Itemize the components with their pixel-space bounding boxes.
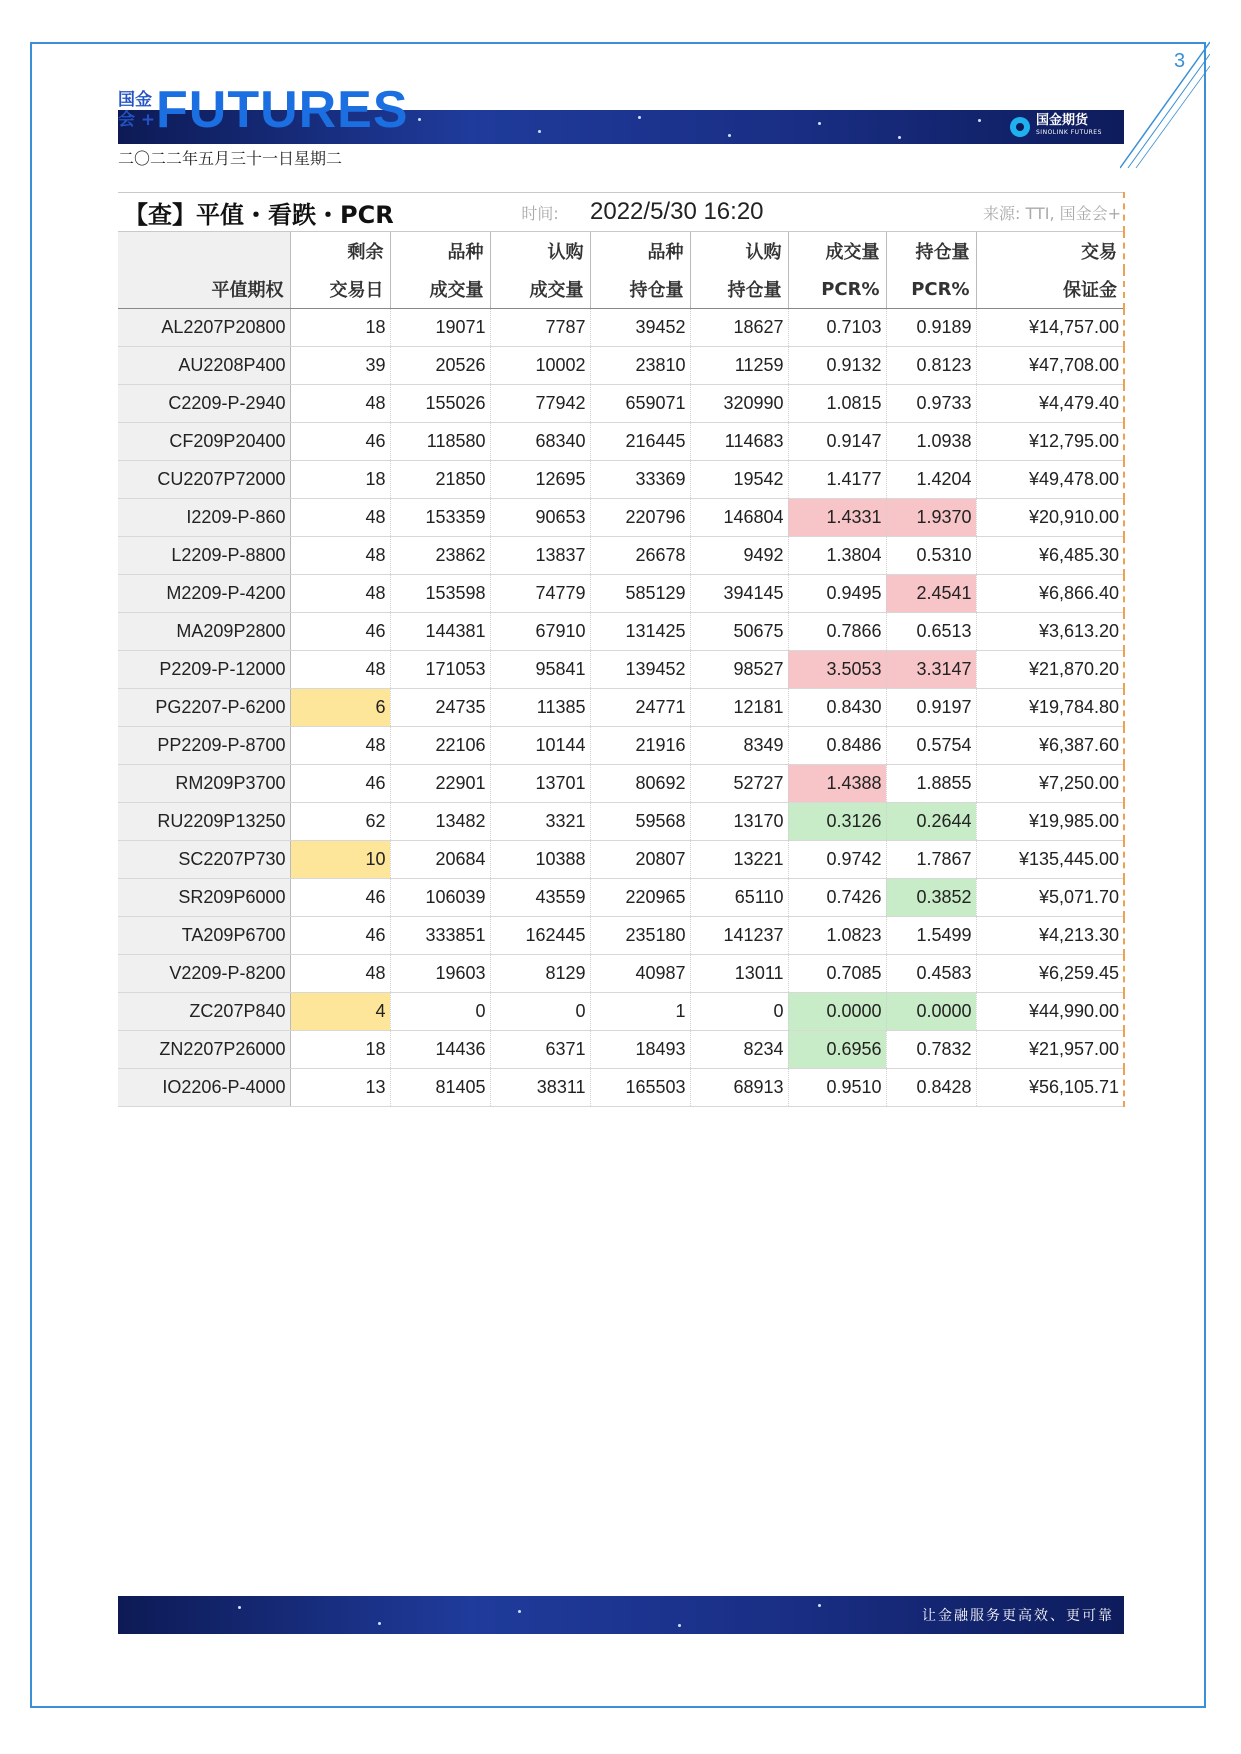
- oi-pcr-cell: 1.0938: [886, 423, 976, 461]
- call-volume-cell: 90653: [490, 499, 590, 537]
- column-header: 成交量: [490, 270, 590, 309]
- margin-cell: ¥7,250.00: [976, 765, 1124, 803]
- column-header: 认购: [490, 232, 590, 271]
- column-header: 品种: [390, 232, 490, 271]
- put-volume-cell: 333851: [390, 917, 490, 955]
- table-row: [118, 879, 1124, 917]
- column-header: PCR%: [886, 270, 976, 309]
- option-name-cell: SC2207P730: [118, 841, 290, 879]
- option-name-cell: ZN2207P26000: [118, 1031, 290, 1069]
- remaining-days-cell: 18: [290, 309, 390, 347]
- remaining-days-cell: 39: [290, 347, 390, 385]
- table-row: [118, 499, 1124, 537]
- option-name-cell: ZC207P840: [118, 993, 290, 1031]
- volume-pcr-cell: 1.4388: [788, 765, 886, 803]
- table-row: [118, 689, 1124, 727]
- source-label: 来源: TTI, 国金会+: [886, 193, 1124, 232]
- remaining-days-cell: 10: [290, 841, 390, 879]
- margin-cell: ¥6,485.30: [976, 537, 1124, 575]
- put-volume-cell: 19071: [390, 309, 490, 347]
- option-name-cell: PG2207-P-6200: [118, 689, 290, 727]
- margin-cell: ¥47,708.00: [976, 347, 1124, 385]
- call-volume-cell: 0: [490, 993, 590, 1031]
- remaining-days-cell: 48: [290, 537, 390, 575]
- margin-cell: ¥6,259.45: [976, 955, 1124, 993]
- table-row: [118, 955, 1124, 993]
- call-volume-cell: 77942: [490, 385, 590, 423]
- volume-pcr-cell: 0.7103: [788, 309, 886, 347]
- oi-pcr-cell: 0.3852: [886, 879, 976, 917]
- remaining-days-cell: 62: [290, 803, 390, 841]
- column-header: 认购: [690, 232, 788, 271]
- time-label: 时间:: [490, 193, 590, 232]
- call-volume-cell: 12695: [490, 461, 590, 499]
- option-name-cell: AL2207P20800: [118, 309, 290, 347]
- volume-pcr-cell: 0.9742: [788, 841, 886, 879]
- put-oi-cell: 40987: [590, 955, 690, 993]
- column-header: [118, 232, 290, 271]
- put-volume-cell: 21850: [390, 461, 490, 499]
- pcr-table-container: [118, 192, 1124, 1107]
- margin-cell: ¥14,757.00: [976, 309, 1124, 347]
- column-header: 保证金: [976, 270, 1124, 309]
- option-name-cell: TA209P6700: [118, 917, 290, 955]
- put-oi-cell: 139452: [590, 651, 690, 689]
- put-oi-cell: 26678: [590, 537, 690, 575]
- table-row: [118, 651, 1124, 689]
- margin-cell: ¥6,866.40: [976, 575, 1124, 613]
- oi-pcr-cell: 0.9733: [886, 385, 976, 423]
- volume-pcr-cell: 0.9132: [788, 347, 886, 385]
- call-volume-cell: 13701: [490, 765, 590, 803]
- oi-pcr-cell: 0.8428: [886, 1069, 976, 1107]
- margin-cell: ¥21,957.00: [976, 1031, 1124, 1069]
- call-oi-cell: 9492: [690, 537, 788, 575]
- option-name-cell: V2209-P-8200: [118, 955, 290, 993]
- oi-pcr-cell: 1.8855: [886, 765, 976, 803]
- oi-pcr-cell: 0.0000: [886, 993, 976, 1031]
- put-volume-cell: 20526: [390, 347, 490, 385]
- oi-pcr-cell: 0.7832: [886, 1031, 976, 1069]
- put-volume-cell: 22106: [390, 727, 490, 765]
- option-name-cell: CU2207P72000: [118, 461, 290, 499]
- margin-cell: ¥19,784.80: [976, 689, 1124, 727]
- volume-pcr-cell: 0.0000: [788, 993, 886, 1031]
- call-volume-cell: 10002: [490, 347, 590, 385]
- table-row: [118, 537, 1124, 575]
- margin-cell: ¥49,478.00: [976, 461, 1124, 499]
- table-row: [118, 423, 1124, 461]
- remaining-days-cell: 46: [290, 879, 390, 917]
- put-volume-cell: 118580: [390, 423, 490, 461]
- volume-pcr-cell: 0.7426: [788, 879, 886, 917]
- call-volume-cell: 43559: [490, 879, 590, 917]
- put-oi-cell: 585129: [590, 575, 690, 613]
- margin-cell: ¥44,990.00: [976, 993, 1124, 1031]
- option-name-cell: P2209-P-12000: [118, 651, 290, 689]
- call-oi-cell: 18627: [690, 309, 788, 347]
- column-header: PCR%: [788, 270, 886, 309]
- pcr-table: [118, 192, 1125, 1107]
- put-oi-cell: 20807: [590, 841, 690, 879]
- call-oi-cell: 0: [690, 993, 788, 1031]
- table-row: [118, 385, 1124, 423]
- call-volume-cell: 10144: [490, 727, 590, 765]
- margin-cell: ¥20,910.00: [976, 499, 1124, 537]
- oi-pcr-cell: 0.9197: [886, 689, 976, 727]
- table-row: [118, 1069, 1124, 1107]
- option-name-cell: M2209-P-4200: [118, 575, 290, 613]
- table-row: [118, 575, 1124, 613]
- put-volume-cell: 153359: [390, 499, 490, 537]
- volume-pcr-cell: 0.7085: [788, 955, 886, 993]
- margin-cell: ¥12,795.00: [976, 423, 1124, 461]
- call-oi-cell: 12181: [690, 689, 788, 727]
- call-volume-cell: 11385: [490, 689, 590, 727]
- header-row-bottom: [118, 270, 1124, 309]
- call-volume-cell: 10388: [490, 841, 590, 879]
- call-oi-cell: 394145: [690, 575, 788, 613]
- call-oi-cell: 98527: [690, 651, 788, 689]
- margin-cell: ¥6,387.60: [976, 727, 1124, 765]
- put-volume-cell: 14436: [390, 1031, 490, 1069]
- call-oi-cell: 52727: [690, 765, 788, 803]
- margin-cell: ¥135,445.00: [976, 841, 1124, 879]
- report-date: 二〇二二年五月三十一日星期二: [118, 149, 343, 168]
- put-oi-cell: 220965: [590, 879, 690, 917]
- put-oi-cell: 220796: [590, 499, 690, 537]
- volume-pcr-cell: 1.0815: [788, 385, 886, 423]
- put-oi-cell: 24771: [590, 689, 690, 727]
- table-row: [118, 993, 1124, 1031]
- option-name-cell: SR209P6000: [118, 879, 290, 917]
- put-oi-cell: 216445: [590, 423, 690, 461]
- page-number: 3: [1174, 50, 1186, 72]
- table-row: [118, 613, 1124, 651]
- remaining-days-cell: 13: [290, 1069, 390, 1107]
- oi-pcr-cell: 0.9189: [886, 309, 976, 347]
- call-volume-cell: 67910: [490, 613, 590, 651]
- remaining-days-cell: 46: [290, 917, 390, 955]
- remaining-days-cell: 6: [290, 689, 390, 727]
- put-oi-cell: 33369: [590, 461, 690, 499]
- put-volume-cell: 24735: [390, 689, 490, 727]
- table-row: [118, 803, 1124, 841]
- footer-banner: [118, 1596, 1124, 1634]
- put-volume-cell: 106039: [390, 879, 490, 917]
- remaining-days-cell: 46: [290, 423, 390, 461]
- margin-cell: ¥19,985.00: [976, 803, 1124, 841]
- put-oi-cell: 23810: [590, 347, 690, 385]
- option-name-cell: PP2209-P-8700: [118, 727, 290, 765]
- put-oi-cell: 235180: [590, 917, 690, 955]
- put-oi-cell: 80692: [590, 765, 690, 803]
- oi-pcr-cell: 0.8123: [886, 347, 976, 385]
- column-header: 交易: [976, 232, 1124, 271]
- volume-pcr-cell: 0.8486: [788, 727, 886, 765]
- brand-name-en: SINOLINK FUTURES: [1036, 129, 1102, 136]
- oi-pcr-cell: 1.9370: [886, 499, 976, 537]
- call-oi-cell: 65110: [690, 879, 788, 917]
- option-name-cell: RM209P3700: [118, 765, 290, 803]
- table-row: [118, 1031, 1124, 1069]
- margin-cell: ¥3,613.20: [976, 613, 1124, 651]
- put-oi-cell: 18493: [590, 1031, 690, 1069]
- put-volume-cell: 81405: [390, 1069, 490, 1107]
- volume-pcr-cell: 0.9510: [788, 1069, 886, 1107]
- put-volume-cell: 171053: [390, 651, 490, 689]
- put-volume-cell: 19603: [390, 955, 490, 993]
- remaining-days-cell: 48: [290, 385, 390, 423]
- call-volume-cell: 38311: [490, 1069, 590, 1107]
- volume-pcr-cell: 0.3126: [788, 803, 886, 841]
- option-name-cell: CF209P20400: [118, 423, 290, 461]
- volume-pcr-cell: 1.4177: [788, 461, 886, 499]
- call-volume-cell: 8129: [490, 955, 590, 993]
- oi-pcr-cell: 3.3147: [886, 651, 976, 689]
- volume-pcr-cell: 0.9495: [788, 575, 886, 613]
- call-oi-cell: 50675: [690, 613, 788, 651]
- column-header: 成交量: [788, 232, 886, 271]
- oi-pcr-cell: 2.4541: [886, 575, 976, 613]
- volume-pcr-cell: 1.3804: [788, 537, 886, 575]
- remaining-days-cell: 48: [290, 651, 390, 689]
- remaining-days-cell: 48: [290, 727, 390, 765]
- margin-cell: ¥4,213.30: [976, 917, 1124, 955]
- call-oi-cell: 320990: [690, 385, 788, 423]
- put-volume-cell: 155026: [390, 385, 490, 423]
- call-oi-cell: 141237: [690, 917, 788, 955]
- call-oi-cell: 13170: [690, 803, 788, 841]
- column-header: 持仓量: [690, 270, 788, 309]
- put-oi-cell: 1: [590, 993, 690, 1031]
- table-row: [118, 765, 1124, 803]
- brand-name-cn: 国金期货: [1036, 113, 1089, 128]
- oi-pcr-cell: 0.4583: [886, 955, 976, 993]
- put-oi-cell: 131425: [590, 613, 690, 651]
- margin-cell: ¥5,071.70: [976, 879, 1124, 917]
- call-volume-cell: 162445: [490, 917, 590, 955]
- volume-pcr-cell: 0.7866: [788, 613, 886, 651]
- oi-pcr-cell: 1.4204: [886, 461, 976, 499]
- call-volume-cell: 3321: [490, 803, 590, 841]
- table-title: 【查】平值・看跌・PCR: [118, 193, 490, 232]
- put-oi-cell: 165503: [590, 1069, 690, 1107]
- remaining-days-cell: 4: [290, 993, 390, 1031]
- put-volume-cell: 22901: [390, 765, 490, 803]
- corner-decoration: [1120, 40, 1210, 170]
- column-header: 品种: [590, 232, 690, 271]
- call-oi-cell: 13221: [690, 841, 788, 879]
- call-oi-cell: 68913: [690, 1069, 788, 1107]
- option-name-cell: I2209-P-860: [118, 499, 290, 537]
- header-row-top: [118, 232, 1124, 271]
- column-header: 交易日: [290, 270, 390, 309]
- column-header: 成交量: [390, 270, 490, 309]
- call-oi-cell: 13011: [690, 955, 788, 993]
- margin-cell: ¥21,870.20: [976, 651, 1124, 689]
- option-name-cell: AU2208P400: [118, 347, 290, 385]
- table-row: [118, 347, 1124, 385]
- volume-pcr-cell: 1.0823: [788, 917, 886, 955]
- call-oi-cell: 19542: [690, 461, 788, 499]
- brand-badge: [1010, 113, 1102, 141]
- call-oi-cell: 11259: [690, 347, 788, 385]
- column-header: 剩余: [290, 232, 390, 271]
- oi-pcr-cell: 0.2644: [886, 803, 976, 841]
- remaining-days-cell: 46: [290, 765, 390, 803]
- put-volume-cell: 20684: [390, 841, 490, 879]
- put-oi-cell: 59568: [590, 803, 690, 841]
- oi-pcr-cell: 0.5310: [886, 537, 976, 575]
- margin-cell: ¥4,479.40: [976, 385, 1124, 423]
- footer-slogan: 让金融服务更高效、更可靠: [922, 1608, 1114, 1624]
- option-name-cell: C2209-P-2940: [118, 385, 290, 423]
- call-volume-cell: 95841: [490, 651, 590, 689]
- volume-pcr-cell: 0.9147: [788, 423, 886, 461]
- table-row: [118, 917, 1124, 955]
- call-volume-cell: 68340: [490, 423, 590, 461]
- table-row: [118, 841, 1124, 879]
- put-oi-cell: 21916: [590, 727, 690, 765]
- put-volume-cell: 144381: [390, 613, 490, 651]
- option-name-cell: RU2209P13250: [118, 803, 290, 841]
- put-oi-cell: 39452: [590, 309, 690, 347]
- call-oi-cell: 146804: [690, 499, 788, 537]
- put-volume-cell: 23862: [390, 537, 490, 575]
- remaining-days-cell: 18: [290, 1031, 390, 1069]
- column-header: 平值期权: [118, 270, 290, 309]
- call-volume-cell: 13837: [490, 537, 590, 575]
- put-oi-cell: 659071: [590, 385, 690, 423]
- table-row: [118, 727, 1124, 765]
- option-name-cell: L2209-P-8800: [118, 537, 290, 575]
- call-volume-cell: 7787: [490, 309, 590, 347]
- put-volume-cell: 153598: [390, 575, 490, 613]
- remaining-days-cell: 18: [290, 461, 390, 499]
- call-volume-cell: 6371: [490, 1031, 590, 1069]
- column-header: 持仓量: [886, 232, 976, 271]
- margin-cell: ¥56,105.71: [976, 1069, 1124, 1107]
- oi-pcr-cell: 0.6513: [886, 613, 976, 651]
- logo-cn: 国金 会 +: [118, 90, 156, 130]
- volume-pcr-cell: 3.5053: [788, 651, 886, 689]
- oi-pcr-cell: 1.7867: [886, 841, 976, 879]
- table-title-row: [118, 193, 1124, 232]
- call-volume-cell: 74779: [490, 575, 590, 613]
- call-oi-cell: 8234: [690, 1031, 788, 1069]
- table-row: [118, 461, 1124, 499]
- volume-pcr-cell: 1.4331: [788, 499, 886, 537]
- call-oi-cell: 8349: [690, 727, 788, 765]
- put-volume-cell: 0: [390, 993, 490, 1031]
- option-name-cell: IO2206-P-4000: [118, 1069, 290, 1107]
- remaining-days-cell: 48: [290, 499, 390, 537]
- oi-pcr-cell: 0.5754: [886, 727, 976, 765]
- volume-pcr-cell: 0.8430: [788, 689, 886, 727]
- option-name-cell: MA209P2800: [118, 613, 290, 651]
- table-row: [118, 309, 1124, 347]
- oi-pcr-cell: 1.5499: [886, 917, 976, 955]
- remaining-days-cell: 46: [290, 613, 390, 651]
- call-oi-cell: 114683: [690, 423, 788, 461]
- logo-futures: FUTURES: [156, 81, 409, 139]
- brand-logo-icon: [1010, 117, 1030, 137]
- volume-pcr-cell: 0.6956: [788, 1031, 886, 1069]
- time-value: 2022/5/30 16:20: [590, 193, 886, 232]
- remaining-days-cell: 48: [290, 575, 390, 613]
- remaining-days-cell: 48: [290, 955, 390, 993]
- column-header: 持仓量: [590, 270, 690, 309]
- put-volume-cell: 13482: [390, 803, 490, 841]
